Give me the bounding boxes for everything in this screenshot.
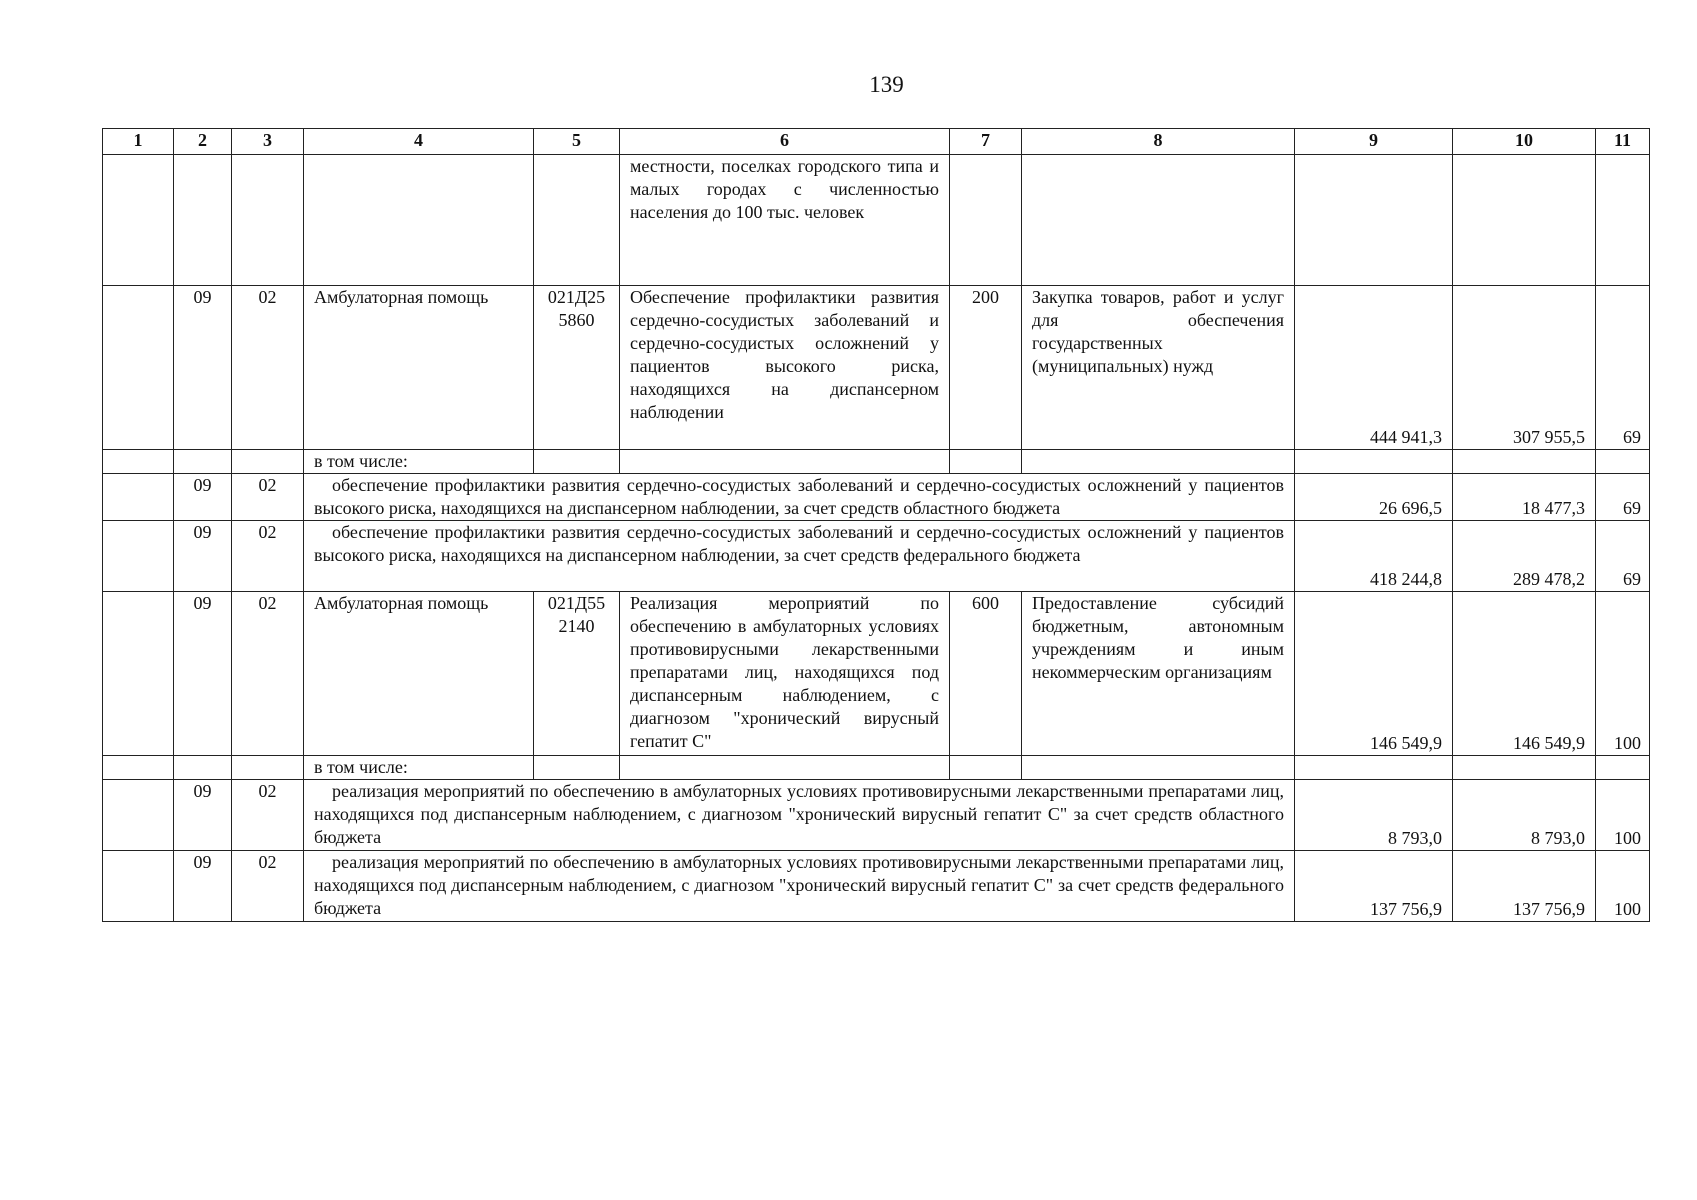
section-cell: 09 <box>174 521 232 592</box>
column-header: 6 <box>620 129 950 155</box>
budget-table <box>102 128 1650 922</box>
description-cell: местности, поселках городского типа и малых городах с численностью населения до 100 тыс. человек <box>620 155 950 286</box>
percent-cell: 69 <box>1596 286 1650 450</box>
column-header: 11 <box>1596 129 1650 155</box>
column-header: 1 <box>103 129 174 155</box>
merged-description-cell: реализация мероприятий по обеспечению в амбулаторных условиях противовирусными лекарственными препаратами лиц, находящихся под диспансерным наблюдением, с диагнозом "хронический вирусный гепатит С" за счет средств федерального бюджета <box>304 851 1295 922</box>
subsection-cell: 02 <box>232 521 304 592</box>
header-row <box>103 129 1650 155</box>
percent-cell: 69 <box>1596 474 1650 521</box>
subsection-cell: 02 <box>232 286 304 450</box>
plan-cell: 137 756,9 <box>1295 851 1453 922</box>
actual-cell: 18 477,3 <box>1453 474 1596 521</box>
description-cell: Обеспечение профилактики развития сердечно-сосудистых заболеваний и сердечно-сосудистых осложнений у пациентов высокого риска, находящихся на диспансерном наблюдении <box>620 286 950 450</box>
table-row <box>103 756 1650 780</box>
merged-description-cell: обеспечение профилактики развития сердечно-сосудистых заболеваний и сердечно-сосудистых осложнений у пациентов высокого риска, находящихся на диспансерном наблюдении, за счет средств федерального бюджета <box>304 521 1295 592</box>
plan-cell: 444 941,3 <box>1295 286 1453 450</box>
section-cell: 09 <box>174 592 232 756</box>
actual-cell: 137 756,9 <box>1453 851 1596 922</box>
percent-cell: 100 <box>1596 851 1650 922</box>
plan-cell: 418 244,8 <box>1295 521 1453 592</box>
column-header: 3 <box>232 129 304 155</box>
plan-cell: 146 549,9 <box>1295 592 1453 756</box>
table-row <box>103 450 1650 474</box>
plan-cell: 26 696,5 <box>1295 474 1453 521</box>
table-row <box>103 155 1650 286</box>
actual-cell: 146 549,9 <box>1453 592 1596 756</box>
actual-cell: 8 793,0 <box>1453 780 1596 851</box>
table-row <box>103 780 1650 851</box>
including-label: в том числе: <box>304 450 534 474</box>
subsection-cell: 02 <box>232 592 304 756</box>
expense-type-cell: 600 <box>950 592 1022 756</box>
actual-cell: 289 478,2 <box>1453 521 1596 592</box>
code-cell: 021Д55 2140 <box>534 592 620 756</box>
column-header: 10 <box>1453 129 1596 155</box>
code-cell: 021Д25 5860 <box>534 286 620 450</box>
name-cell: Амбулаторная помощь <box>304 592 534 756</box>
description-cell: Реализация мероприятий по обеспечению в амбулаторных условиях противовирусными лекарственными препаратами лиц, находящихся под диспансерным наблюдением, с диагнозом "хронический вирусный гепатит С" <box>620 592 950 756</box>
table-row <box>103 286 1650 450</box>
subsection-cell: 02 <box>232 851 304 922</box>
subsection-cell: 02 <box>232 780 304 851</box>
expense-name-cell: Закупка товаров, работ и услуг для обеспечения государственных (муниципальных) нужд <box>1022 286 1295 450</box>
actual-cell: 307 955,5 <box>1453 286 1596 450</box>
section-cell: 09 <box>174 780 232 851</box>
table-row <box>103 592 1650 756</box>
table-row <box>103 851 1650 922</box>
subsection-cell: 02 <box>232 474 304 521</box>
column-header: 5 <box>534 129 620 155</box>
table-row <box>103 474 1650 521</box>
percent-cell: 100 <box>1596 780 1650 851</box>
section-cell: 09 <box>174 286 232 450</box>
merged-description-cell: реализация мероприятий по обеспечению в амбулаторных условиях противовирусными лекарственными препаратами лиц, находящихся под диспансерным наблюдением, с диагнозом "хронический вирусный гепатит С" за счет средств областного бюджета <box>304 780 1295 851</box>
percent-cell: 100 <box>1596 592 1650 756</box>
column-header: 2 <box>174 129 232 155</box>
plan-cell: 8 793,0 <box>1295 780 1453 851</box>
table-row <box>103 521 1650 592</box>
page-number: 139 <box>869 72 904 97</box>
expense-name-cell: Предоставление субсидий бюджетным, автономным учреждениям и иным некоммерческим организациям <box>1022 592 1295 756</box>
including-label: в том числе: <box>304 756 534 780</box>
column-header: 7 <box>950 129 1022 155</box>
section-cell: 09 <box>174 474 232 521</box>
expense-type-cell: 200 <box>950 286 1022 450</box>
column-header: 8 <box>1022 129 1295 155</box>
section-cell: 09 <box>174 851 232 922</box>
percent-cell: 69 <box>1596 521 1650 592</box>
column-header: 4 <box>304 129 534 155</box>
merged-description-cell: обеспечение профилактики развития сердечно-сосудистых заболеваний и сердечно-сосудистых осложнений у пациентов высокого риска, находящихся на диспансерном наблюдении, за счет средств областного бюджета <box>304 474 1295 521</box>
column-header: 9 <box>1295 129 1453 155</box>
name-cell: Амбулаторная помощь <box>304 286 534 450</box>
